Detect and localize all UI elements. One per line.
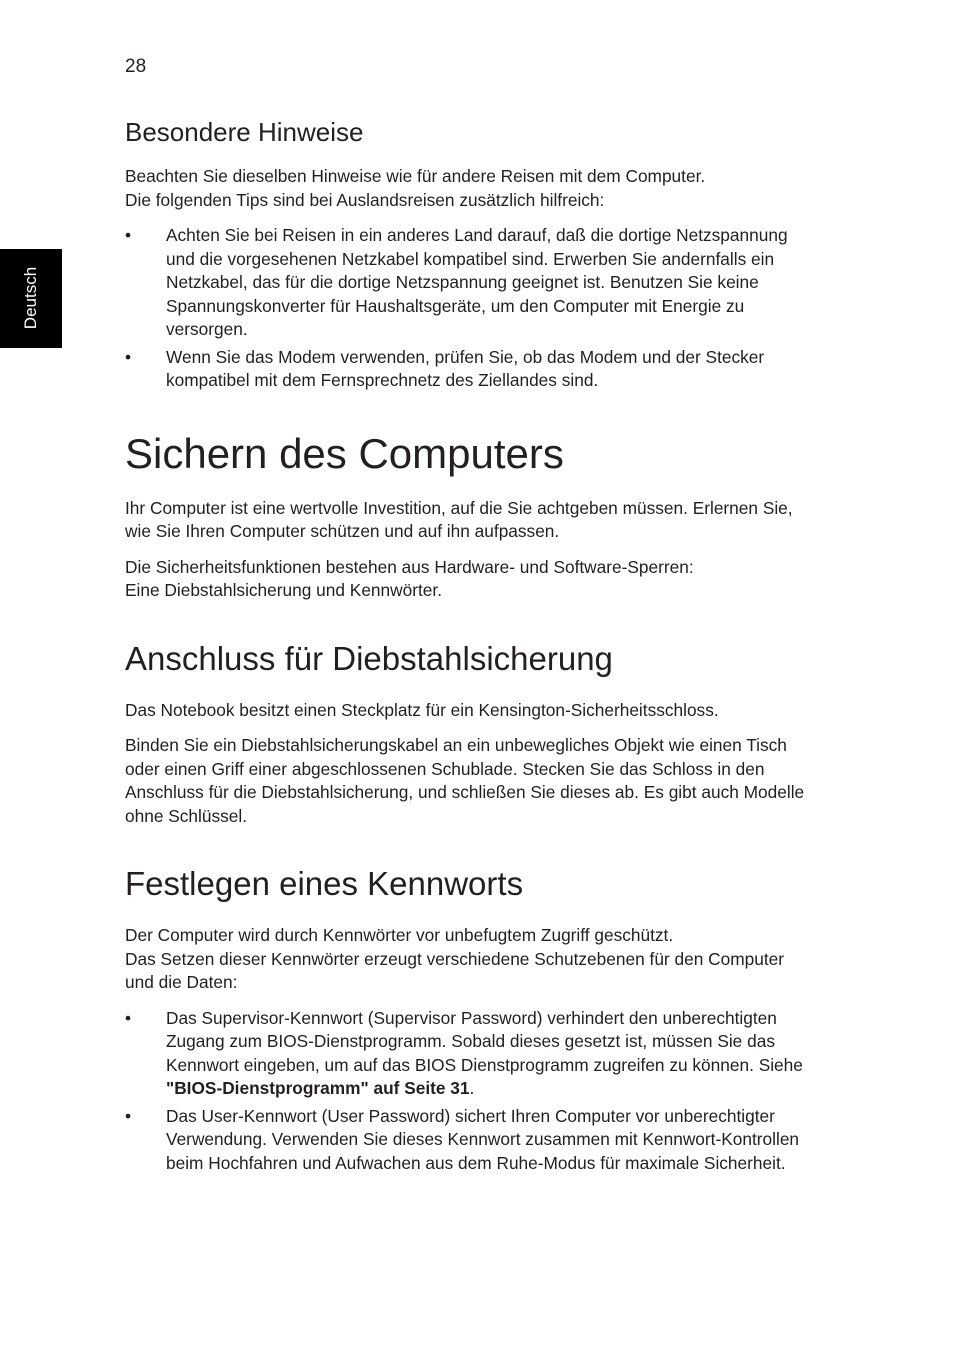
heading-besondere-hinweise: Besondere Hinweise <box>125 117 364 147</box>
security-paragraph-2-line1: Die Sicherheitsfunktionen bestehen aus Hardware- und Software-Sperren: <box>125 556 694 577</box>
bullet-icon: • <box>125 1007 132 1028</box>
security-paragraph-1: Ihr Computer ist eine wertvolle Investition, auf die Sie achtgeben müssen. Erlernen Sie, wie Sie Ihren Computer schützen und auf ihn aufpassen. <box>125 497 793 541</box>
heading-anschluss-diebstahlsicherung: Anschluss für Diebstahlsicherung <box>125 639 613 677</box>
bullet-icon: • <box>125 346 132 367</box>
security-paragraph-2-line2: Eine Diebstahlsicherung und Kennwörter. <box>125 580 443 600</box>
list-item <box>125 224 815 342</box>
language-side-tab <box>0 249 62 348</box>
notes-bullet-list <box>125 224 815 393</box>
password-intro-line1: Der Computer wird durch Kennwörter vor unbefugtem Zugriff geschützt. <box>125 925 674 945</box>
bullet-icon: • <box>125 225 132 245</box>
heading-festlegen-kennworts: Festlegen eines Kennworts <box>125 865 524 902</box>
page-number: 28 <box>125 56 147 77</box>
list-item-text: Achten Sie bei Reisen in ein anderes Land darauf, daß die dortige Netzspannung und die vorgesehenen Netzkabel kompatibel sind. Erwerben Sie andernfalls ein Netzkabel, das für die dortige Netzspannung geeignet ist. Benutzen Sie keine Spannungskonverter für Haushaltsgeräte, um den Computer mit Energie zu versorgen. <box>166 225 788 339</box>
language-tab-label: Deutsch <box>21 266 40 330</box>
page-content <box>125 115 815 1179</box>
list-item-text: Wenn Sie das Modem verwenden, prüfen Sie, ob das Modem und der Stecker kompatibel mit dem Fernsprechnetz des Ziellandes sind. <box>166 346 765 390</box>
notes-intro-line2: Die folgenden Tips sind bei Auslandsreisen zusätzlich hilfreich: <box>125 189 605 210</box>
notes-intro <box>125 165 815 212</box>
lock-paragraph-1: Das Notebook besitzt einen Steckplatz für ein Kensington-Sicherheitsschloss. <box>125 699 719 720</box>
bullet-icon: • <box>125 1105 132 1126</box>
bios-page-reference[interactable]: "BIOS-Dienstprogramm" auf Seite 31 <box>166 1078 470 1098</box>
password-intro <box>125 924 815 995</box>
notes-intro-line1: Beachten Sie dieselben Hinweise wie für andere Reisen mit dem Computer. <box>125 166 706 186</box>
list-item-text: Das User-Kennwort (User Password) sichert Ihren Computer vor unberechtigter Verwendung. Verwenden Sie dieses Kennwort zusammen mit Kennwort-Kontrollen beim Hochfahren und Aufwachen aus dem Ruhe-Modus für maximale Sicherheit. <box>166 1105 800 1173</box>
list-item <box>125 1007 815 1101</box>
list-item-text: Das Supervisor-Kennwort (Supervisor Password) verhindert den unberechtigten Zugang zum BIOS-Dienstprogramm. Sobald dieses gesetzt ist, müssen Sie das Kennwort eingeben, um auf das BIOS Dienstprogramm zugreifen zu können. Siehe <box>166 1007 803 1075</box>
list-item <box>125 346 815 393</box>
lock-paragraph-2: Binden Sie ein Diebstahlsicherungskabel an ein unbewegliches Objekt wie einen Tisch oder einen Griff einer abgeschlossenen Schublade. Stecken Sie das Schloss in den Anschluss für die Diebstahlsicherung, und schließen Sie dieses ab. Es gibt auch Modelle ohne Schlüssel. <box>125 735 805 826</box>
security-paragraph-2 <box>125 556 815 603</box>
list-item-end: . <box>469 1078 475 1098</box>
heading-sichern-des-computers: Sichern des Computers <box>125 429 564 477</box>
password-intro-line2: Das Setzen dieser Kennwörter erzeugt verschiedene Schutzebenen für den Computer und die Daten: <box>125 948 784 992</box>
list-item <box>125 1105 815 1176</box>
password-bullet-list <box>125 1007 815 1176</box>
